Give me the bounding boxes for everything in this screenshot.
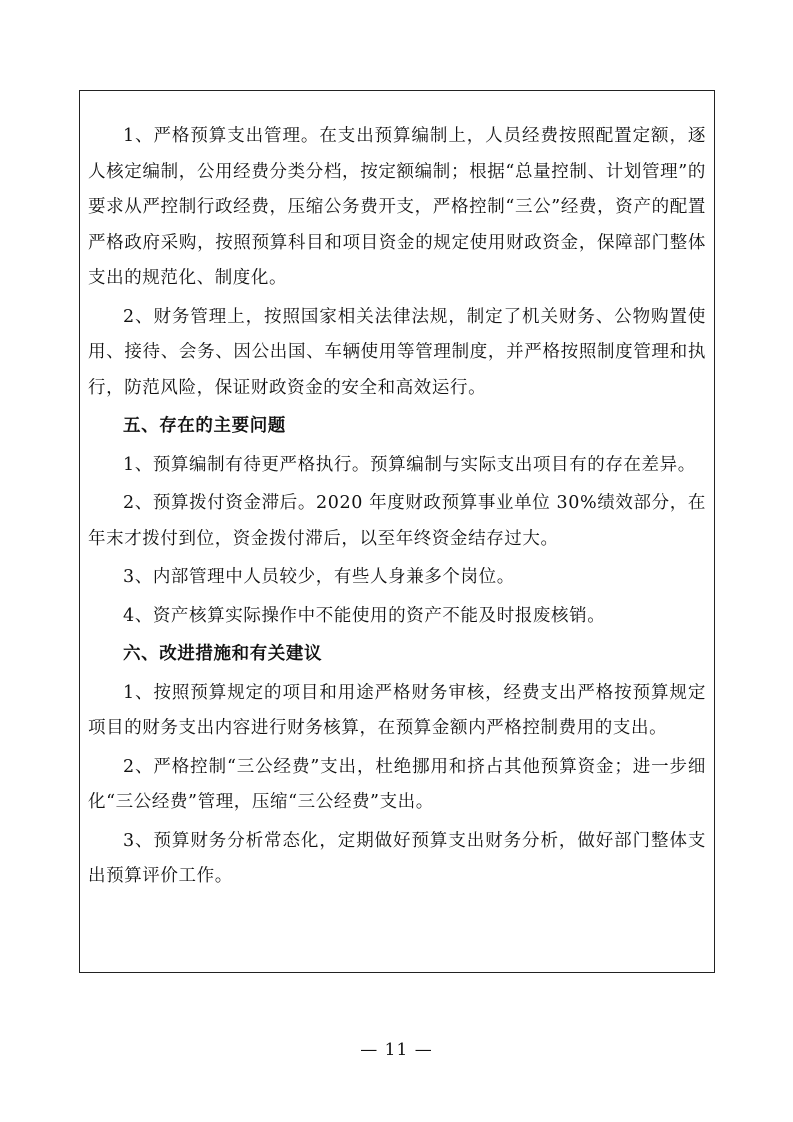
paragraph-problem-2: 2、预算拨付资金滞后。2020 年度财政预算事业单位 30%绩效部分，在年末才拨付到位，资金拨付滞后，以至年终资金结存过大。 <box>88 493 706 549</box>
paragraph-problem-1: 1、预算编制有待更严格执行。预算编制与实际支出项目有的存在差异。 <box>123 454 696 475</box>
paragraph-problem-3: 3、内部管理中人员较少，有些人身兼多个岗位。 <box>123 567 515 587</box>
paragraph-improvement-3: 3、预算财务分析常态化，定期做好预算支出财务分析，做好部门整体支出预算评价工作。 <box>88 830 706 886</box>
paragraph-problem-4: 4、资产核算实际操作中不能使用的资产不能及时报废核销。 <box>123 605 606 626</box>
section-heading-problems: 五、存在的主要问题 <box>123 416 286 436</box>
paragraph-budget-management: 1、严格预算支出管理。在支出预算编制上，人员经费按照配置定额，逐人核定编制，公用经费分类分档，按定额编制；根据“总量控制、计划管理”的要求从严控制行政经费，压缩公务费开支，严格控制“三公”经费，资产的配置严格政府采购，按照预算科目和项目资金的规定使用财政资金，保障部门整体支出的规范化、制度化。 <box>88 126 706 288</box>
section-heading-improvements: 六、改进措施和有关建议 <box>123 644 323 664</box>
paragraph-improvement-1: 1、按照预算规定的项目和用途严格财务审核，经费支出严格按预算规定项目的财务支出内容进行财务核算，在预算金额内严格控制费用的支出。 <box>88 682 706 738</box>
page-number: — 11 — <box>360 1040 433 1060</box>
paragraph-financial-management: 2、财务管理上，按照国家相关法律法规，制定了机关财务、公物购置使用、接待、会务、因公出国、车辆使用等管理制度，并严格按照制度管理和执行，防范风险，保证财政资金的安全和高效运行。 <box>88 306 706 398</box>
content-frame <box>79 90 715 973</box>
document-body <box>88 119 706 898</box>
paragraph-improvement-2: 2、严格控制“三公经费”支出，杜绝挪用和挤占其他预算资金；进一步细化“三公经费”管理，压缩“三公经费”支出。 <box>88 756 706 812</box>
